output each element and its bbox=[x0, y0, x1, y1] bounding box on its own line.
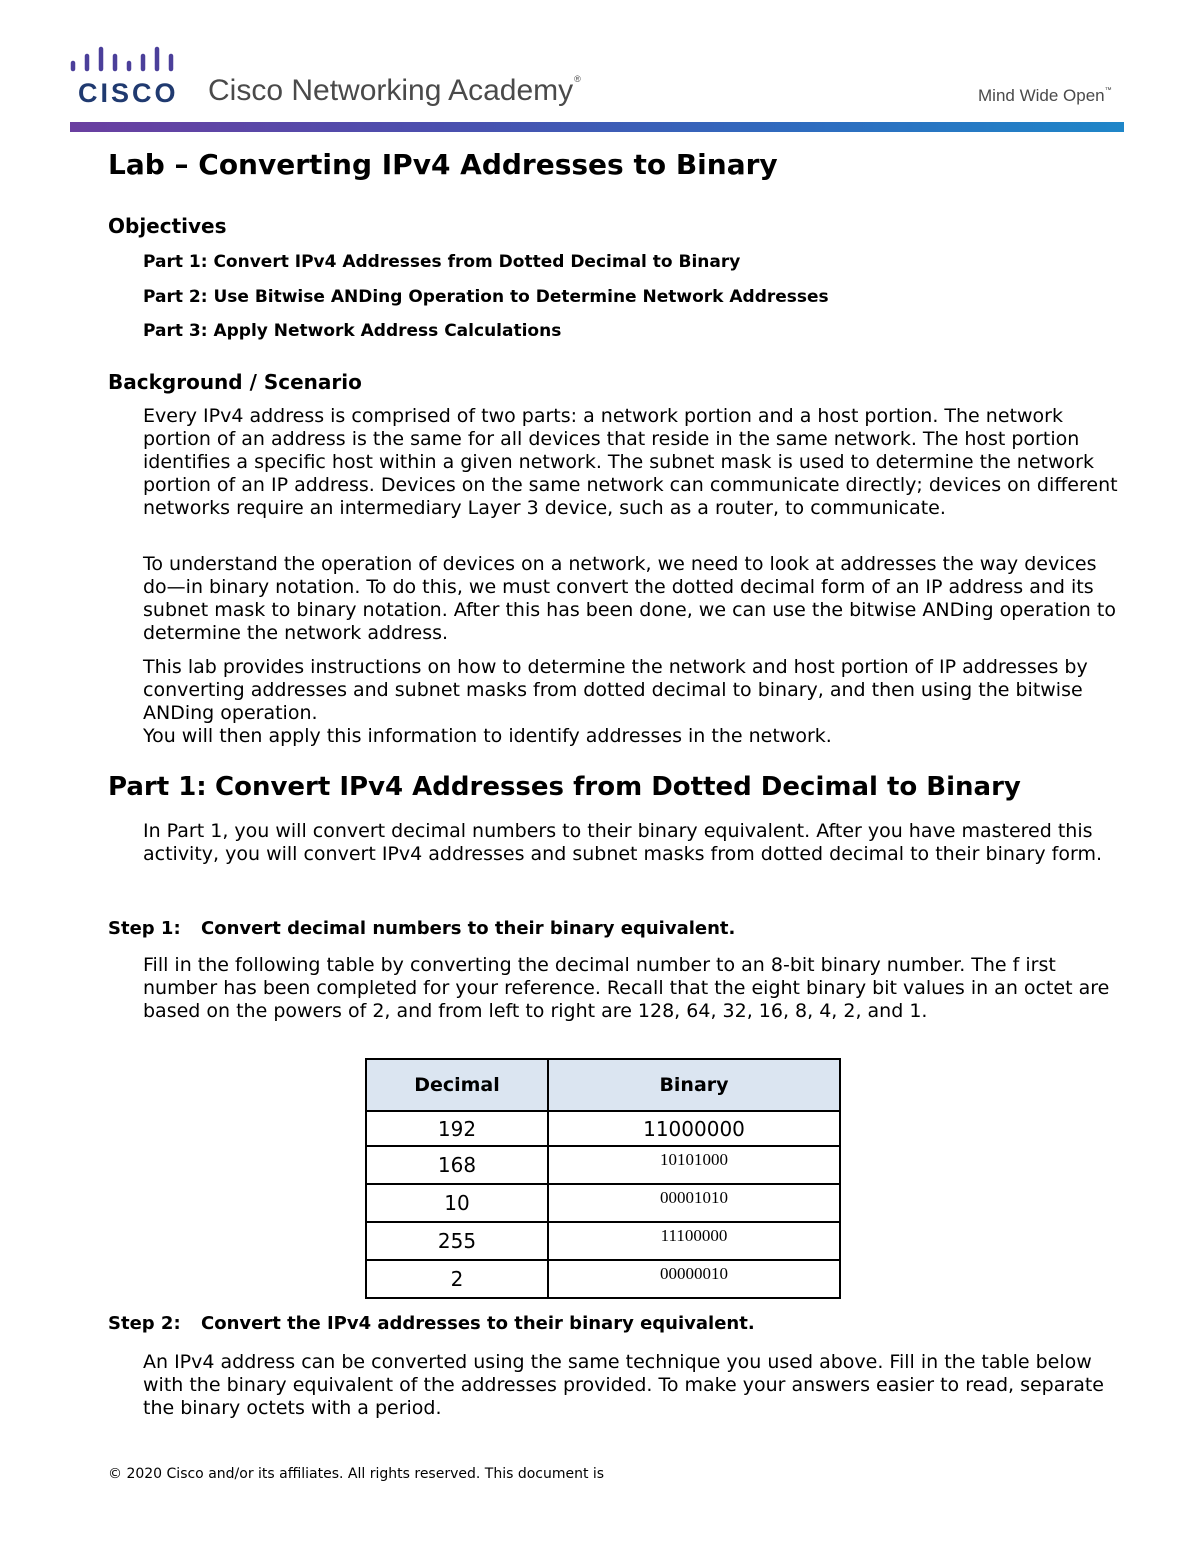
background-paragraph bbox=[143, 553, 1118, 645]
cisco-bridge-logo-icon bbox=[70, 46, 180, 76]
background-text: You will then apply this information to identify addresses in the network. bbox=[143, 725, 832, 747]
cisco-wordmark: CISCO bbox=[78, 78, 179, 108]
tagline bbox=[978, 86, 1112, 106]
step1-text: Fill in the following table by converting the decimal number to an 8-bit binary number. The f irst number has been completed for your reference. Recall that the eight binary bit values in an octet are based on the powers of 2, and from left to right are 128, 64, 32, 16, 8, 4, 2, and 1. bbox=[143, 954, 1110, 1022]
table-row bbox=[366, 1146, 840, 1184]
table-row bbox=[366, 1111, 840, 1146]
step1-instructions bbox=[143, 954, 1118, 1023]
table-header-row bbox=[366, 1059, 840, 1111]
tagline-text: Mind Wide Open bbox=[978, 86, 1105, 105]
background-text: To understand the operation of devices on a network, we need to look at addresses the way devices do—in binary notation. To do this, we must convert the dotted decimal form of an IP address and its subnet mask to binary notation. After this has been done, we can use the bitwise ANDing operation to determine the network address. bbox=[143, 553, 1116, 644]
header-gradient-rule bbox=[70, 122, 1124, 132]
table-row bbox=[366, 1222, 840, 1260]
background-heading: Background / Scenario bbox=[108, 370, 362, 394]
step1-label: Step 1: bbox=[108, 918, 181, 939]
header-binary: Binary bbox=[548, 1059, 840, 1111]
binary-answer-cell[interactable]: 00001010 bbox=[548, 1184, 840, 1222]
copyright-footer: © 2020 Cisco and/or its affiliates. All rights reserved. This document is bbox=[108, 1466, 605, 1482]
table-row bbox=[366, 1260, 840, 1298]
decimal-cell: 2 bbox=[366, 1260, 548, 1298]
academy-registered-mark: ® bbox=[574, 74, 581, 84]
background-text: This lab provides instructions on how to determine the network and host portion of IP addresses by converting addresses and subnet masks from dotted decimal to binary, and then using the bitwise ANDing operation. bbox=[143, 656, 1088, 724]
binary-answer-cell[interactable]: 10101000 bbox=[548, 1146, 840, 1184]
background-paragraph bbox=[143, 405, 1118, 520]
objectives-heading: Objectives bbox=[108, 214, 227, 238]
decimal-binary-table bbox=[365, 1058, 841, 1299]
decimal-cell: 10 bbox=[366, 1184, 548, 1222]
step2-heading bbox=[108, 1313, 755, 1334]
academy-name-text: Cisco Networking Academy bbox=[208, 74, 574, 107]
binary-answer-cell[interactable]: 00000010 bbox=[548, 1260, 840, 1298]
decimal-cell: 168 bbox=[366, 1146, 548, 1184]
background-paragraph bbox=[143, 656, 1118, 748]
academy-name bbox=[208, 74, 581, 108]
decimal-cell: 192 bbox=[366, 1111, 548, 1146]
background-text: Every IPv4 address is comprised of two parts: a network portion and a host portion. The network portion of an address is the same for all devices that reside in the same network. The host portion identifies a specific host within a given network. The subnet mask is used to determine the network portion of an IP address. Devices on the same network can communicate directly; devices on different networks require an intermediary Layer 3 device, such as a router, to communicate. bbox=[143, 405, 1118, 519]
page-title: Lab – Converting IPv4 Addresses to Binary bbox=[108, 148, 778, 181]
binary-cell: 11000000 bbox=[548, 1111, 840, 1146]
binary-answer-cell[interactable]: 11100000 bbox=[548, 1222, 840, 1260]
part1-title: Convert IPv4 Addresses from Dotted Decimal to Binary bbox=[215, 772, 1021, 802]
step2-text: An IPv4 address can be converted using the same technique you used above. Fill in the table below with the binary equivalent of the addresses provided. To make your answers easier to read, separate the binary octets with a period. bbox=[143, 1351, 1104, 1419]
objective-item: Part 3: Apply Network Address Calculations bbox=[143, 321, 562, 341]
tagline-trademark: ™ bbox=[1104, 87, 1112, 94]
step2-label: Step 2: bbox=[108, 1313, 181, 1334]
table-row bbox=[366, 1184, 840, 1222]
step2-title: Convert the IPv4 addresses to their binary equivalent. bbox=[201, 1313, 755, 1334]
part1-heading bbox=[108, 772, 1021, 802]
decimal-cell: 255 bbox=[366, 1222, 548, 1260]
objective-item: Part 2: Use Bitwise ANDing Operation to Determine Network Addresses bbox=[143, 287, 829, 307]
part1-label: Part 1: bbox=[108, 772, 207, 802]
part1-intro-text: In Part 1, you will convert decimal numbers to their binary equivalent. After you have mastered this activity, you will convert IPv4 addresses and subnet masks from dotted decimal to their binary form. bbox=[143, 820, 1102, 865]
step2-instructions bbox=[143, 1351, 1118, 1420]
step1-title: Convert decimal numbers to their binary equivalent. bbox=[201, 918, 736, 939]
part1-intro bbox=[143, 820, 1118, 866]
objective-item: Part 1: Convert IPv4 Addresses from Dotted Decimal to Binary bbox=[143, 252, 741, 272]
header-decimal: Decimal bbox=[366, 1059, 548, 1111]
step1-heading bbox=[108, 918, 735, 939]
